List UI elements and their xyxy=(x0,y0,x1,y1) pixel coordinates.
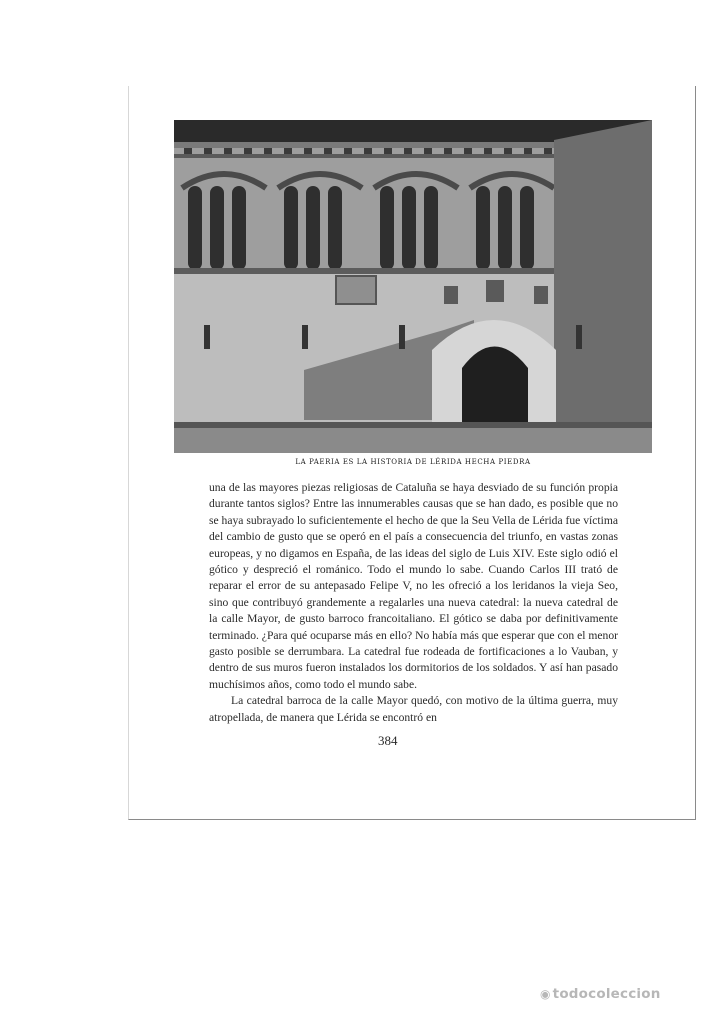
watermark xyxy=(540,986,661,1002)
body-text xyxy=(209,480,618,726)
photo-caption: LA PAERIA ES LA HISTORIA DE LÉRIDA HECHA PIEDRA xyxy=(295,458,531,466)
paeria-facade-photo xyxy=(174,120,652,453)
watermark-logo-icon: ◉ xyxy=(540,987,551,1001)
paragraph: La catedral barroca de la calle Mayor quedó, con motivo de la última guerra, muy atropellada, de manera que Lérida se encontró en xyxy=(209,694,618,724)
watermark-text: todocoleccion xyxy=(552,986,661,1002)
page-number: 384 xyxy=(378,733,398,748)
paragraph: una de las mayores piezas religiosas de Cataluña se haya desviado de su función propia durante tantos siglos? Entre las innumerables causas que se han dado, es posible que no se haya subrayado lo suficientemente el hecho de que la Seu Vella de Lérida fue víctima del cambio de gusto que se operó en el país a consecuencia del triunfo, en vastas zonas europeas, y no digamos en España, de las ideas del siglo de Luis XIV. Este siglo odió el gótico y despreció el románico. Todo el mundo lo sabe. Cuando Carlos III trató de reparar el error de su antepasado Felipe V, no les ofreció a los leridanos la vieja Seo, sino que contribuyó grandemente a regalarles una nueva catedral: la nueva catedral de la calle Mayor, de gusto barroco francoitaliano. El gótico se daba por definitivamente terminado. ¿Para qué ocuparse más en ello? No había más que esperar que con el menor gasto posible se derrumbara. La catedral fue rodeada de fortificaciones a lo Vauban, y dentro de sus muros fueron instalados los dormitorios de los soldados. Y así han pasado muchísimos años, como todo el mundo sabe. xyxy=(209,481,618,691)
